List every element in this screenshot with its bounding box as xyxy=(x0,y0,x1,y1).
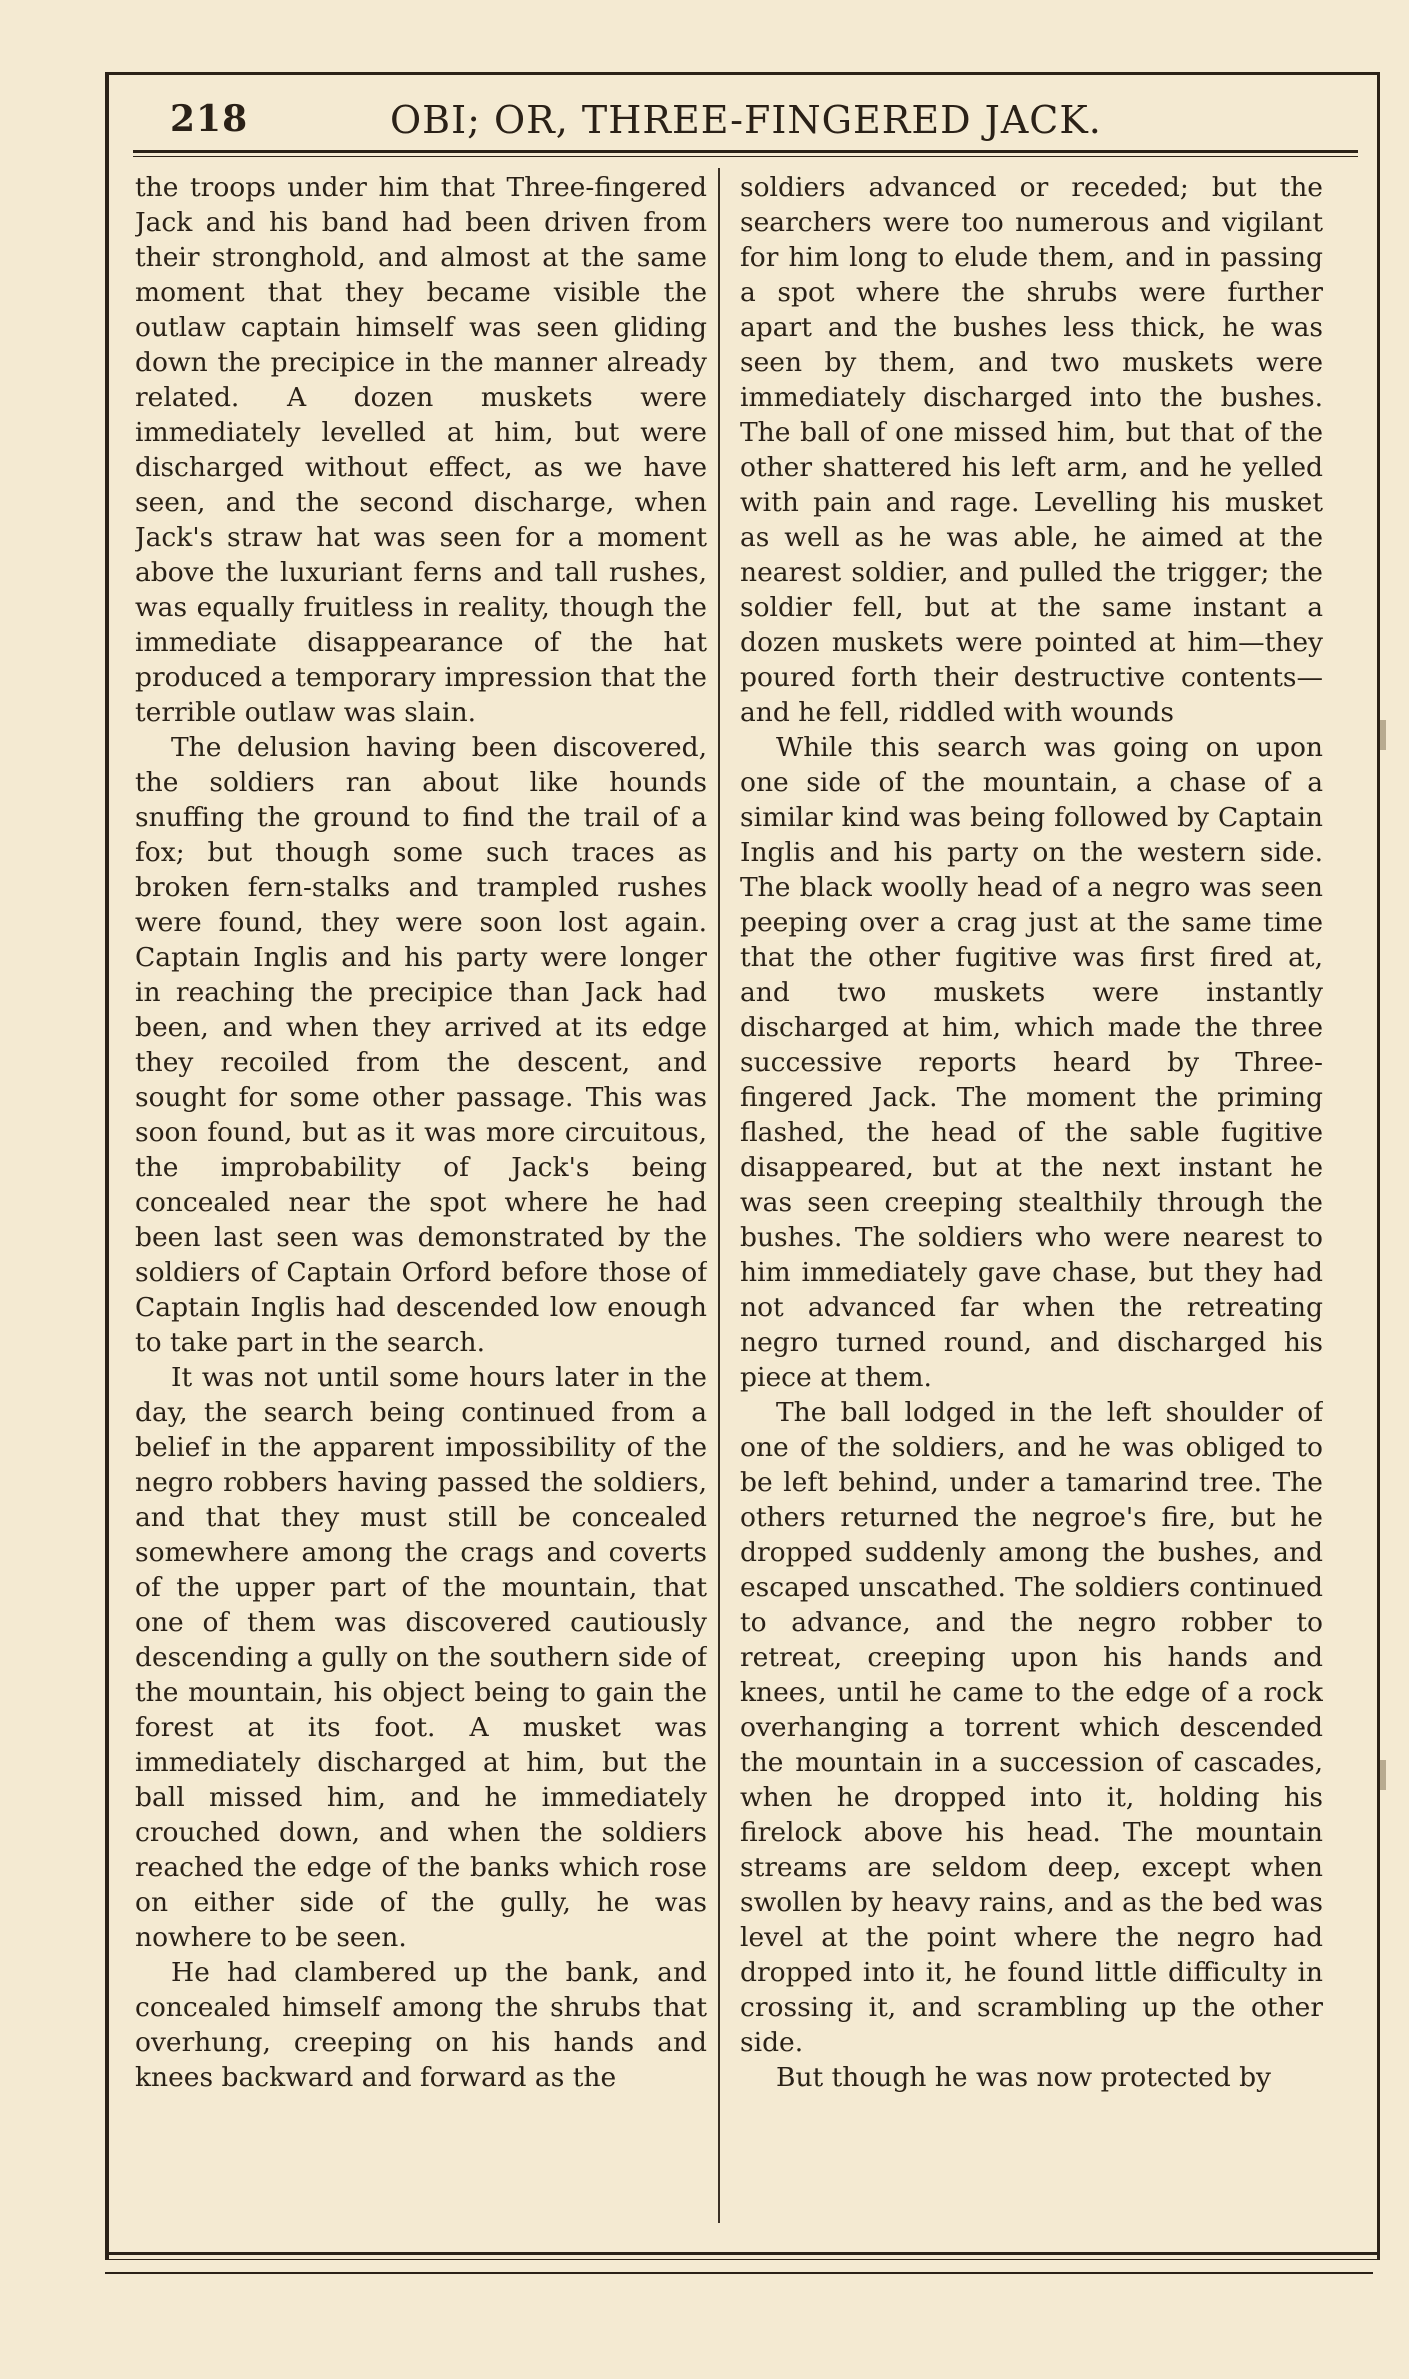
paragraph: soldiers advanced or receded; but the searchers were too numerous and vigilant for him long to elude them, and in passing a spot where the shrubs were further apart and the bushes less thick, he was seen by them, and two muskets were immediately discharged into the bushes. The ball of one missed him, but that of the other shattered his left arm, and he yelled with pain and rage. Levelling his musket as well as he was able, he aimed at the nearest soldier, and pulled the trigger; the soldier fell, but at the same instant a dozen muskets were pointed at him—they poured forth their destructive contents—and he fell, riddled with wounds xyxy=(740,172,1323,728)
paragraph: But though he was now protected by xyxy=(776,2062,1272,2093)
paragraph: It was not until some hours later in the day, the search being continued from a belief in the apparent impossibility of the negro robbers having passed the soldiers, and that they must still be concealed somewhere among the crags and coverts of the upper part of the mountain, that one of them was discovered cautiously descending a gully on the southern side of the mountain, his object being to gain the forest at its foot. A musket was immediately discharged at him, but the ball missed him, and he immediately crouched down, and when the soldiers reached the edge of the banks which rose on either side of the gully, he was nowhere to be seen. xyxy=(135,1362,707,1953)
binding-mark xyxy=(1380,1760,1386,1790)
running-title: OBI; OR, THREE-FINGERED JACK. xyxy=(390,98,1102,142)
column-divider xyxy=(718,168,720,2223)
paragraph: While this search was going on upon one side of the mountain, a chase of a similar kind was being followed by Captain Inglis and his party on the western side. The black woolly head of a negro was seen peeping over a crag just at the same time that the other fugitive was first fired at, and two muskets were instantly discharged at him, which made the three successive reports heard by Three-fingered Jack. The moment the priming flashed, the head of the sable fugitive disappeared, but at the next instant he was seen creeping stealthily through the bushes. The soldiers who were nearest to him immediately gave chase, but they had not advanced far when the retreating negro turned round, and discharged his piece at them. xyxy=(740,732,1323,1393)
right-column xyxy=(740,170,1323,2230)
paragraph: The ball lodged in the left shoulder of one of the soldiers, and he was obliged to be left behind, under a tamarind tree. The others returned the negroe's fire, but he dropped suddenly among the bushes, and escaped unscathed. The soldiers continued to advance, and the negro robber to retreat, creeping upon his hands and knees, until he came to the edge of a rock overhanging a torrent which descended the mountain in a succession of cascades, when he dropped into it, holding his firelock above his head. The mountain streams are seldom deep, except when swollen by heavy rains, and as the bed was level at the point where the negro had dropped into it, he found little difficulty in crossing it, and scrambling up the other side. xyxy=(740,1397,1323,2058)
bottom-rules xyxy=(105,2252,1380,2274)
left-column xyxy=(135,170,707,2230)
page-number: 218 xyxy=(170,98,249,140)
paragraph: The delusion having been discovered, the soldiers ran about like hounds snuffing the ground to find the trail of a fox; but though some such traces as broken fern-stalks and trampled rushes were found, they were soon lost again. Captain Inglis and his party were longer in reaching the precipice than Jack had been, and when they arrived at its edge they recoiled from the descent, and sought for some other passage. This was soon found, but as it was more circuitous, the improbability of Jack's being concealed near the spot where he had been last seen was demonstrated by the soldiers of Captain Orford before those of Captain Inglis had descended low enough to take part in the search. xyxy=(135,732,707,1358)
header-rule xyxy=(133,150,1358,153)
paragraph: the troops under him that Three-fingered Jack and his band had been driven from their stronghold, and almost at the same moment that they became visible the outlaw captain himself was seen gliding down the precipice in the manner already related. A dozen muskets were immediately levelled at him, but were discharged without effect, as we have seen, and the second discharge, when Jack's straw hat was seen for a moment above the luxuriant ferns and tall rushes, was equally fruitless in reality, though the immediate disappearance of the hat produced a temporary impression that the terrible outlaw was slain. xyxy=(135,172,707,728)
header-rule-thin xyxy=(133,156,1358,157)
page-header xyxy=(120,98,1350,146)
binding-mark xyxy=(1380,720,1386,750)
paragraph: He had clambered up the bank, and concealed himself among the shrubs that overhung, creeping on his hands and knees backward and forward as the xyxy=(135,1957,707,2093)
